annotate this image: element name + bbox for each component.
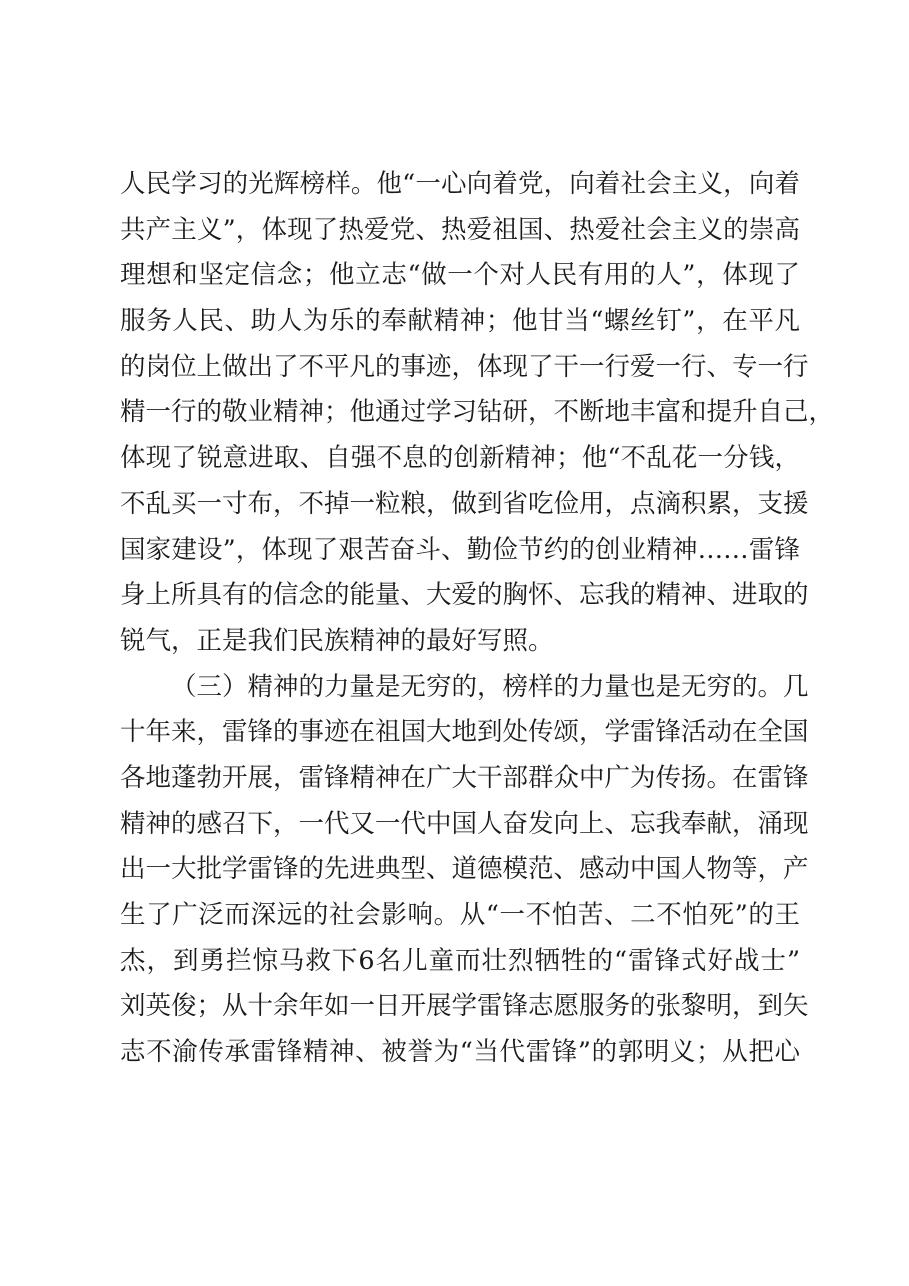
text-line: 十年来，雷锋的事迹在祖国大地到处传颂，学雷锋活动在全国 bbox=[120, 717, 809, 748]
text-line: 锐气，正是我们民族精神的最好写照。 bbox=[120, 625, 554, 656]
document-body bbox=[120, 162, 835, 1076]
paragraph-first-line: （三）精神的力量是无穷的，榜样的力量也是无穷的。几 bbox=[171, 671, 809, 702]
text-line: 国家建设”，体现了艰苦奋斗、勤俭节约的创业精神……雷锋 bbox=[120, 534, 800, 565]
text-line: 志不渝传承雷锋精神、被誉为“当代雷锋”的郭明义；从把心 bbox=[120, 1037, 800, 1068]
text-line: 杰，到勇拦惊马救下6名儿童而壮烈牺牲的“雷锋式好战士” bbox=[120, 945, 800, 976]
text-line: 不乱买一寸布，不掉一粒粮，做到省吃俭用，点滴积累，支援 bbox=[120, 488, 809, 519]
text-line: 精一行的敬业精神；他通过学习钻研，不断地丰富和提升自己， bbox=[120, 397, 835, 428]
text-line: 各地蓬勃开展，雷锋精神在广大干部群众中广为传扬。在雷锋 bbox=[120, 762, 809, 793]
text-line: 服务人民、助人为乐的奉献精神；他甘当“螺丝钉”，在平凡 bbox=[120, 306, 800, 337]
text-line: 共产主义”，体现了热爱党、热爱祖国、热爱社会主义的崇高 bbox=[120, 214, 800, 245]
text-line: 精神的感召下，一代又一代中国人奋发向上、忘我奉献，涌现 bbox=[120, 808, 809, 839]
text-line: 生了广泛而深远的社会影响。从“一不怕苦、二不怕死”的王 bbox=[120, 900, 800, 930]
text-line: 人民学习的光辉榜样。他“一心向着党，向着社会主义，向着 bbox=[120, 169, 800, 199]
text-line: 刘英俊；从十余年如一日开展学雷锋志愿服务的张黎明，到矢 bbox=[120, 991, 809, 1022]
text-line: 的岗位上做出了不平凡的事迹，体现了干一行爱一行、专一行 bbox=[120, 351, 809, 382]
text-line: 身上所具有的信念的能量、大爱的胸怀、忘我的精神、进取的 bbox=[120, 580, 809, 611]
text-line: 理想和坚定信念；他立志“做一个对人民有用的人”，体现了 bbox=[120, 260, 800, 291]
text-line: 体现了锐意进取、自强不息的创新精神；他“不乱花一分钱， bbox=[120, 443, 800, 474]
text-line: 出一大批学雷锋的先进典型、道德模范、感动中国人物等，产 bbox=[120, 854, 809, 885]
